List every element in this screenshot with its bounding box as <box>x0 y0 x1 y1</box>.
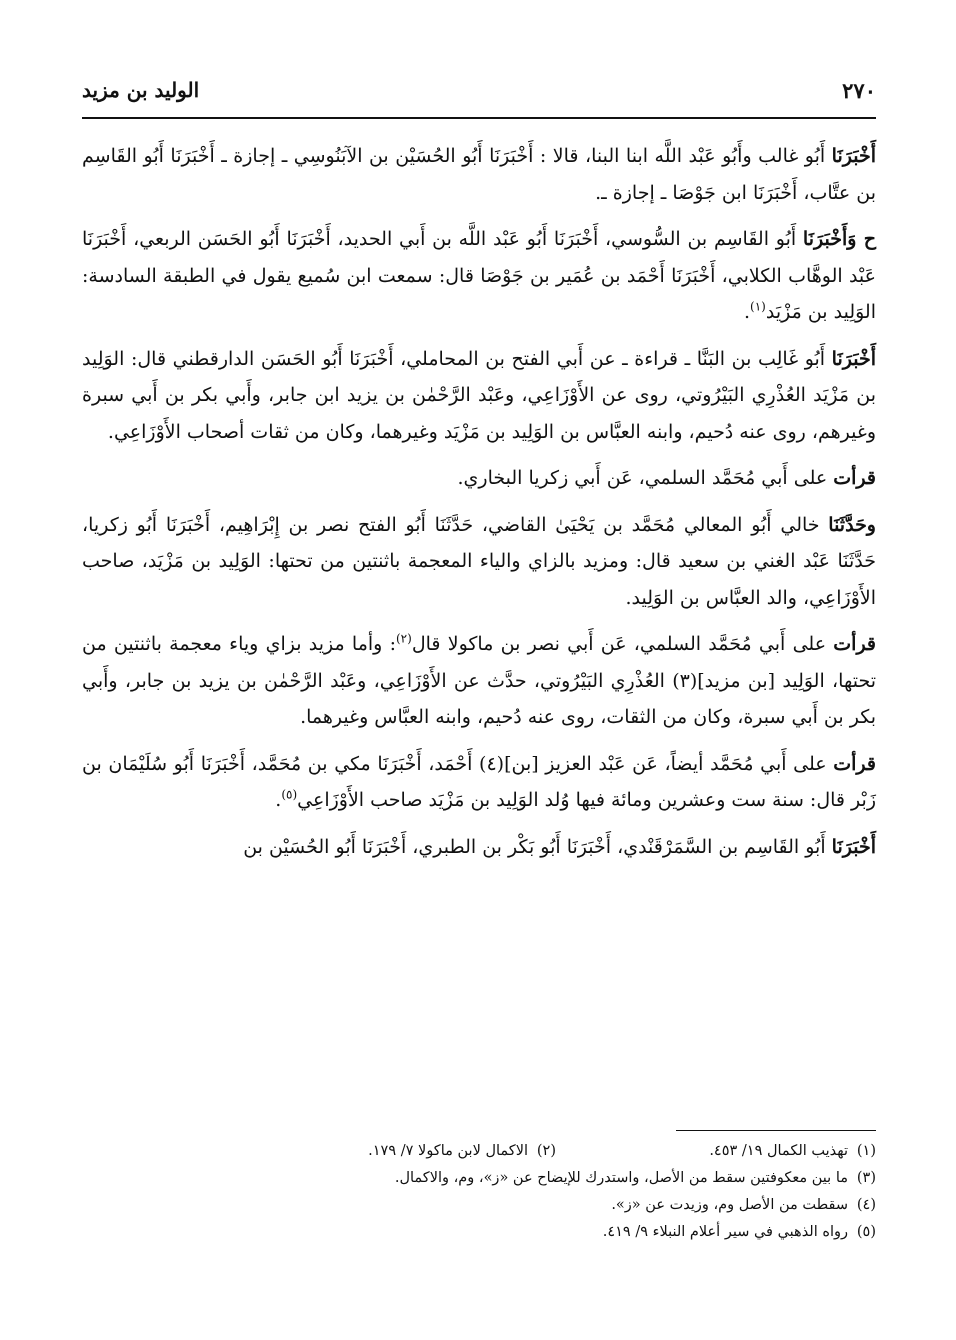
paragraph-lead: أَخْبَرَنَا <box>831 145 876 167</box>
main-text <box>82 138 876 875</box>
paragraph-tail: . <box>275 789 282 811</box>
paragraph-text: خالي أَبُو المعالي مُحَمَّد بن يَحْيَىٰ القاضي، حَدَّثَنَا أَبُو الفتح نصر بن إِبْرَاهِيم، أَخْبَرَنَا أَبُو زكريا، حَدَّثَنَا عَبْد الغني بن سعيد قال: ومزيد بالزاي والياء المعجمة باثنتين من تحتها: الوَلِيد بن مَزْيَد، صاحب الأَوْزَاعِي، والد العبَّاس بن الوَلِيد. <box>82 513 876 609</box>
paragraph-lead: قرأت <box>833 467 876 489</box>
footnote-text: تهذيب الكمال ١٩/ ٤٥٣. <box>709 1143 848 1159</box>
footnote-text: سقطت من الأصل وم، وزيدت عن «ز». <box>611 1197 848 1213</box>
paragraph-tail: : وأما مزيد بزاي وياء معجمة باثنتين من تحتها، الوَلِيد [بن مزيد](٣) العُذْرِي البَيْرُوتي، حدَّث عن الأَوْزَاعِي، وعَبْد الرَّحْمٰن بن يزيد بن جابر، وأَبي بكر بن أَبي سبرة، وكان من الثقات، روى عنه دُحيم، وابنه العبَّاس وغيرهما. <box>82 633 877 728</box>
paragraph-lead: أَخْبَرَنَا <box>831 835 876 858</box>
running-title: الوليد بن مزيد <box>82 78 200 102</box>
header-rule <box>82 117 876 119</box>
footnote-text: ما بين معكوفتين سقط من الأصل، واستدرك للإيضاح عن «ز»، وم، والاكمال. <box>394 1170 848 1186</box>
paragraph-lead: ح وَأَخْبَرَنَا <box>802 228 876 250</box>
paragraph <box>82 221 876 331</box>
page-header <box>82 58 876 116</box>
footnote-4 <box>82 1192 876 1219</box>
footnotes <box>82 1138 876 1246</box>
footnote-ref: (٥) <box>281 787 298 802</box>
paragraph-lead: قرأت <box>833 633 877 655</box>
paragraph-text: على أَبي مُحَمَّد السلمي، عَن أَبي نصر بن ماكولا قال <box>411 633 834 655</box>
paragraph-text: على أَبي مُحَمَّد أيضاً، عَن عَبْد العزيز [بن](٤) أَحْمَد، أَخْبَرَنَا مكي بن مُحَمَّد، أَخْبَرَنَا أَبُو سُلَيْمَان بن زَبْر قال: سنة ست وعشرين ومائة فيها وُلد الوَلِيد بن مَزْيَد صاحب الأَوْزَاعِي <box>82 752 876 811</box>
paragraph <box>82 829 876 866</box>
footnote-number: (١) <box>856 1143 876 1159</box>
paragraph-text: أَبُو القَاسِم بن السَّمَرْقَنْدي، أَخْبَرَنَا أَبُو بَكْر بن الطبري، أَخْبَرَنَا أَبُو الحُسَيْن بن <box>243 835 832 858</box>
footnote-text: الاكمال لابن ماكولا ٧/ ١٧٩. <box>368 1143 528 1159</box>
paragraph-text: على أَبي مُحَمَّد السلمي، عَن أَبي زكريا البخاري. <box>457 467 834 489</box>
paragraph <box>82 341 876 451</box>
paragraph-lead: أَخْبَرَنَا <box>831 347 876 370</box>
paragraph <box>82 507 876 617</box>
footnote-rule <box>676 1130 876 1131</box>
paragraph-lead: وحَدَّثَنَا <box>828 513 876 536</box>
paragraph <box>82 746 876 819</box>
paragraph-text: أَبُو القَاسِم بن السُّوسي، أَخْبَرَنَا أَبُو عَبْد اللَّه بن أَبي الحديد، أَخْبَرَنَا أَبُو الحَسَن الربعي، أَخْبَرَنَا عَبْد الوهَّاب الكلابي، أَخْبَرَنَا أَحْمَد بن عُمَير بن جَوْصَا قال: سمعت ابن سُميع يقول في الطبقة السادسة: الوَلِيد بن مَزْيَد <box>82 228 876 323</box>
footnote-ref: (٢) <box>395 631 412 646</box>
paragraph <box>82 460 876 497</box>
paragraph <box>82 626 876 736</box>
footnote-text: رواه الذهبي في سير أعلام النبلاء ٩/ ٤١٩. <box>602 1224 848 1240</box>
paragraph-lead: قرأت <box>833 752 876 775</box>
footnote-number: (٤) <box>856 1197 876 1213</box>
footnote-5 <box>82 1219 876 1246</box>
paragraph-tail: . <box>743 301 751 323</box>
footnote-ref: (١) <box>750 299 766 314</box>
footnote-1 <box>556 1138 876 1165</box>
footnote-3 <box>82 1165 876 1192</box>
footnote-number: (٢) <box>536 1143 556 1159</box>
paragraph-text: أَبُو غالب وأَبُو عَبْد اللَّه ابنا البنا، قالا : أَخْبَرَنَا أَبُو الحُسَيْن بن الآبَنُوسِي ـ إجازة ـ أَخْبَرَنَا أَبُو القَاسِم بن عتَّاب، أَخْبَرَنَا ابن جَوْصَا ـ إجازة ـ. <box>82 145 876 204</box>
page-number: ٢٧٠ <box>842 78 876 103</box>
paragraph <box>82 138 876 211</box>
footnote-number: (٥) <box>856 1224 876 1240</box>
footnote-number: (٣) <box>856 1170 876 1186</box>
footnote-2 <box>368 1138 556 1165</box>
footnote-row <box>82 1138 876 1165</box>
paragraph-text: أَبُو غَالِب بن البَنَّا ـ قراءة ـ عن أَبي الفتح بن المحاملي، أَخْبَرَنَا أَبُو الحَسَن الدارقطني قال: الوَلِيد بن مَزْيَد العُذْرِي البَيْرُوتي، روى عن الأَوْزَاعِي، وعَبْد الرَّحْمٰن بن يزيد ابن جابر، وأَبي بكر بن أَبي سبرة وغيرهم، روى عنه دُحيم، وابنه العبَّاس بن الوَلِيد بن مَزْيَد وغيرهما، وكان من ثقات أصحاب الأَوْزَاعِي. <box>82 347 876 443</box>
